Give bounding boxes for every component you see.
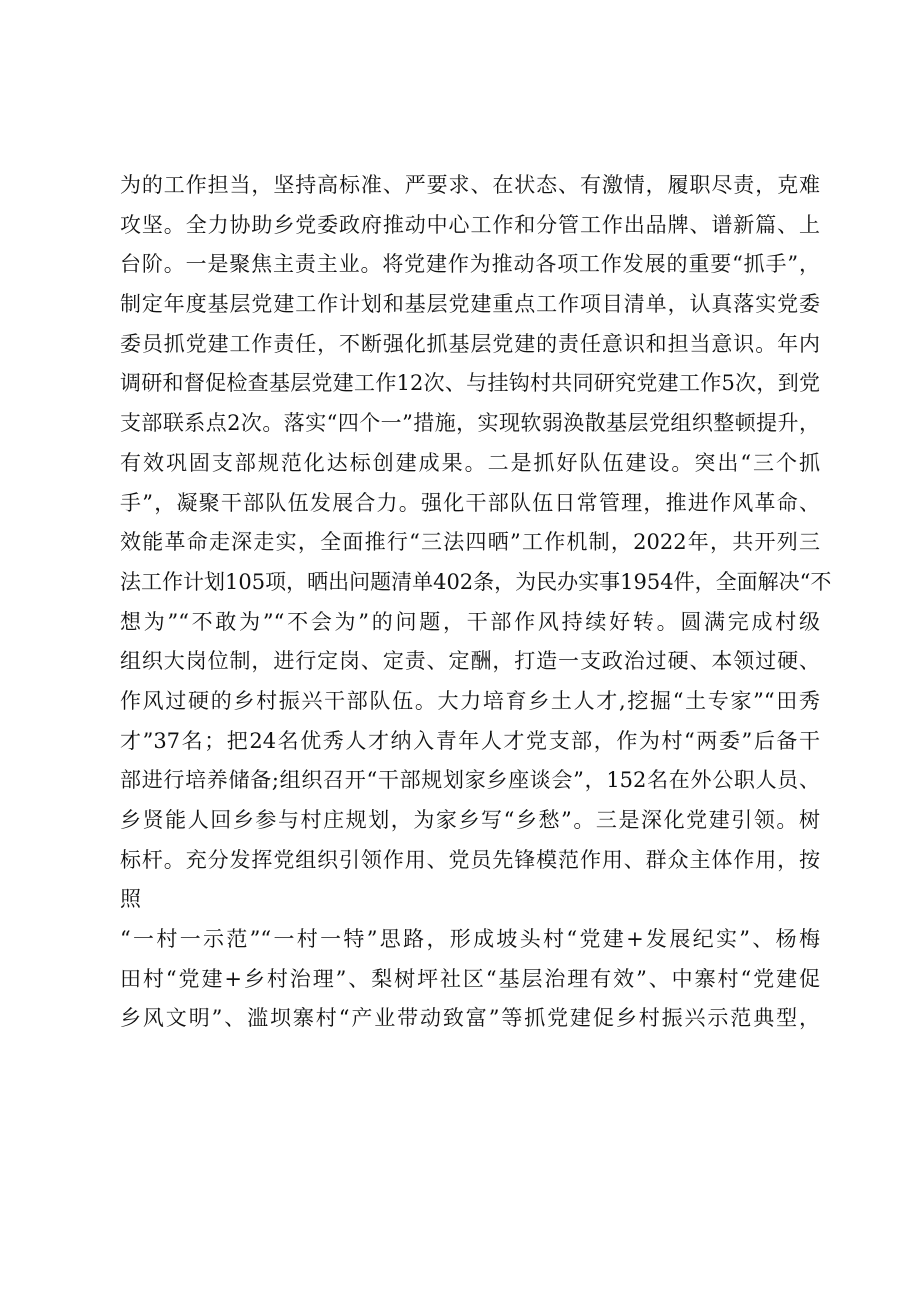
text-line: 有效巩固支部规范化达标创建成果。二是抓好队伍建设。突出“三个抓: [120, 450, 820, 475]
text-line: 调研和督促检查基层党建工作12次、与挂钩村共同研究党建工作5次，到党: [120, 371, 820, 396]
text-line: 台阶。一是聚焦主责主业。将党建作为推动各项工作发展的重要“抓手”，: [120, 252, 820, 277]
text-line: 组织大岗位制，进行定岗、定责、定酬，打造一支政治过硬、本领过硬、: [120, 649, 820, 674]
text-line: 委员抓党建工作责任，不断强化抓基层党建的责任意识和担当意识。年内: [120, 331, 820, 356]
text-line: 乡贤能人回乡参与村庄规划，为家乡写“乡愁”。三是深化党建引领。树: [120, 808, 820, 832]
text-line: 支部联系点2次。落实“四个一”措施，实现软弱涣散基层党组织整顿提升，: [120, 411, 820, 436]
text-line: 照: [120, 887, 141, 912]
text-line: 攻坚。全力协助乡党委政府推动中心工作和分管工作出品牌、谱新篇、上: [120, 212, 820, 237]
text-line: 乡风文明”、滥坝寨村“产业带动致富”等抓党建促乡村振兴示范典型，: [120, 1006, 820, 1031]
text-line: “一村一示范”“一村一特”思路，形成坡头村“党建+发展纪实”、杨梅: [120, 927, 820, 952]
text-line: 手”，凝聚干部队伍发展合力。强化干部队伍日常管理，推进作风革命、: [120, 490, 820, 515]
text-line: 部进行培养储备;组织召开“干部规划家乡座谈会”，152名在外公职人员、: [120, 768, 820, 793]
text-line: 效能革命走深走实，全面推行“三法四晒”工作机制，2022年，共开列三: [120, 530, 820, 555]
text-line: 法工作计划105项，晒出问题清单402条，为民办实事1954件，全面解决“不: [120, 569, 832, 594]
text-line: 标杆。充分发挥党组织引领作用、党员先锋模范作用、群众主体作用，按: [120, 847, 820, 872]
body-text: [120, 166, 832, 1039]
text-line: 才”37名；把24名优秀人才纳入青年人才党支部，作为村“两委”后备干: [120, 728, 820, 753]
text-line: 制定年度基层党建工作计划和基层党建重点工作项目清单，认真落实党委: [120, 292, 820, 317]
text-line: 想为”“不敢为”“不会为”的问题，干部作风持续好转。圆满完成村级: [120, 609, 820, 634]
text-line: 为的工作担当，坚持高标准、严要求、在状态、有激情，履职尽责，克难: [120, 173, 820, 197]
text-line: 作风过硬的乡村振兴干部队伍。大力培育乡土人才,挖掘“土专家”“田秀: [120, 688, 820, 713]
text-line: 田村“党建+乡村治理”、梨树坪社区“基层治理有效”、中寨村“党建促: [120, 966, 820, 991]
